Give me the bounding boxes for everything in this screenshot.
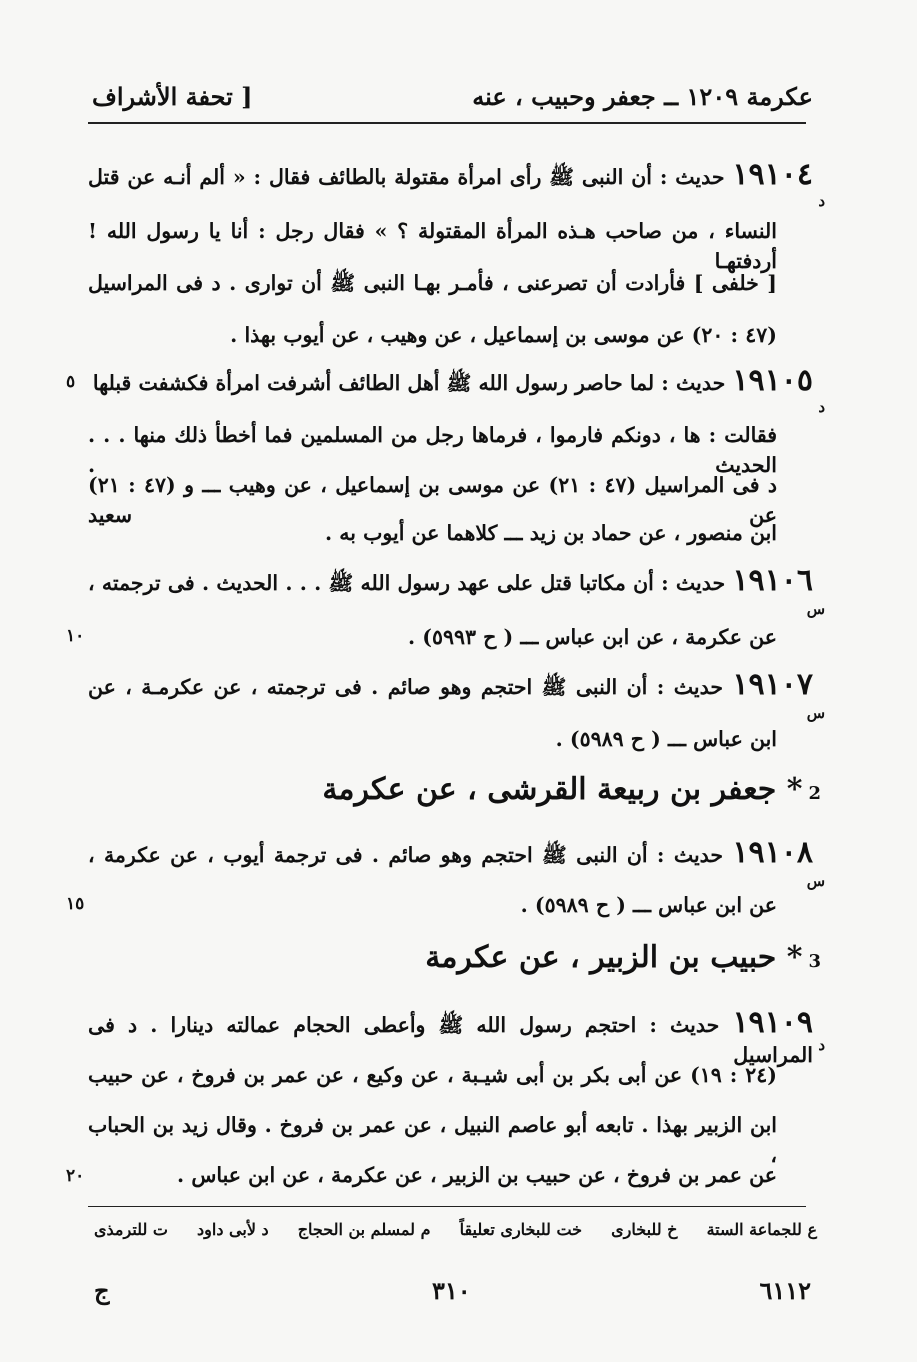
legend-item: ت للترمذى bbox=[94, 1220, 168, 1239]
entry-19104-line-4: (٤٧ : ٢٠) عن موسى بن إسماعيل ، عن وهيب ، عن أيوب بهذا . bbox=[230, 323, 777, 347]
entry-19104-line-1: ١٩١٠٤ حديث : أن النبى ﷺ رأى امرأة مقتولة بالطائف فقال : « ألم أنـه عن قتل bbox=[88, 157, 813, 192]
entry-19104-line-3: [ خلفى ] فأرادت أن تصرعنى ، فأمـر بهـا النبى ﷺ أن توارى . د فى المراسيل bbox=[88, 271, 777, 295]
entry-19106-line-1: ١٩١٠٦ حديث : أن مكاتبا قتل على عهد رسول الله ﷺ . . . الحديث . فى ترجمته ، bbox=[88, 563, 813, 598]
legend-item: خت للبخارى تعليقاً bbox=[459, 1220, 583, 1239]
running-head-book: [ تحفة الأشراف bbox=[92, 82, 253, 111]
margin-line-number-10: ١٠ bbox=[66, 626, 85, 646]
margin-line-number-20: ٢٠ bbox=[66, 1166, 85, 1186]
hadith-number: ١٩١٠٥ bbox=[732, 363, 813, 398]
entry-19106-sigla: س bbox=[806, 600, 825, 618]
section-heading-jafar: 2* جعفر بن ربيعة القرشى ، عن عكرمة bbox=[322, 772, 821, 807]
sigla-legend bbox=[94, 1220, 817, 1239]
page-number-center: ٣١٠ bbox=[432, 1276, 471, 1305]
entry-19105-line-1: ١٩١٠٥ حديث : لما حاصر رسول الله ﷺ أهل الطائف أشرفت امرأة فكشفت قبلها bbox=[92, 363, 813, 398]
entry-19108-sigla: س bbox=[806, 872, 825, 890]
running-head-chapter: عكرمة ١٢٠٩ ــ جعفر وحبيب ، عنه bbox=[472, 82, 813, 111]
entry-19108-line-1: ١٩١٠٨ حديث : أن النبى ﷺ احتجم وهو صائم . فى ترجمة أيوب ، عن عكرمة ، bbox=[88, 835, 813, 870]
entry-19106-line-2: عن عكرمة ، عن ابن عباس ـــ ( ح ٥٩٩٣) . bbox=[407, 625, 777, 649]
entry-19107-line-1: ١٩١٠٧ حديث : أن النبى ﷺ احتجم وهو صائم . فى ترجمته ، عن عكرمـة ، عن bbox=[88, 667, 813, 702]
entry-19104-sigla: د bbox=[818, 192, 825, 210]
entry-19105-line-2: فقالت : ها ، دونكم فارموا ، فرماها رجل من المسلمين فما أخطأ ذلك منها . . . الحديث . bbox=[88, 423, 777, 477]
hadith-number: ١٩١٠٤ bbox=[732, 157, 813, 192]
entry-19109-sigla: د bbox=[818, 1036, 825, 1054]
legend-item: د لأبى داود bbox=[197, 1220, 269, 1239]
header-rule bbox=[88, 122, 806, 124]
page-number-right: ٦١١٢ bbox=[759, 1276, 811, 1305]
entry-19107-sigla: س bbox=[806, 704, 825, 722]
volume-letter: ج bbox=[94, 1276, 110, 1305]
entry-19105-line-4: ابن منصور ، عن حماد بن زيد ـــ كلاهما عن أيوب به . bbox=[325, 521, 777, 545]
entry-19104-line-2: النساء ، من صاحب هـذه المرأة المقتولة ؟ » فقال رجل : أنا يا رسول الله ! أردفتهـا bbox=[88, 219, 777, 273]
entry-19108-line-2: عن ابن عباس ـــ ( ح ٥٩٨٩) . bbox=[520, 893, 777, 917]
hadith-number: ١٩١٠٦ bbox=[732, 563, 813, 598]
legend-item: م لمسلم بن الحجاج bbox=[297, 1220, 431, 1239]
legend-item: خ للبخارى bbox=[611, 1220, 678, 1239]
legend-item: ع للجماعة الستة bbox=[706, 1220, 817, 1239]
entry-19105-sigla: د bbox=[818, 398, 825, 416]
entry-19109-line-2: (٢٤ : ١٩) عن أبى بكر بن أبى شيـبة ، عن وكيع ، عن عمر بن فروخ ، عن حبيب bbox=[88, 1063, 777, 1087]
entry-19109-line-4: عن عمر بن فروخ ، عن حبيب بن الزبير ، عن عكرمة ، عن ابن عباس . bbox=[177, 1163, 777, 1187]
entry-19109-line-3: ابن الزبير بهذا . تابعه أبو عاصم النبيل ، عن عمر بن فروخ . وقال زيد بن الحباب ، bbox=[88, 1113, 777, 1167]
footer-rule bbox=[88, 1206, 806, 1207]
section-heading-habib: 3* حبيب بن الزبير ، عن عكرمة bbox=[425, 940, 821, 975]
hadith-number: ١٩١٠٨ bbox=[732, 835, 813, 870]
hadith-number: ١٩١٠٧ bbox=[732, 667, 813, 702]
margin-line-number-15: ١٥ bbox=[66, 894, 85, 914]
entry-19105-line-3: د فى المراسيل (٤٧ : ٢١) عن موسى بن إسماعيل ، عن وهيب ـــ و (٤٧ : ٢١) عن سعيد bbox=[88, 473, 777, 527]
entry-19107-line-2: ابن عباس ـــ ( ح ٥٩٨٩) . bbox=[555, 727, 777, 751]
hadith-number: ١٩١٠٩ bbox=[732, 1005, 814, 1040]
margin-line-number-5: ٥ bbox=[66, 372, 76, 392]
entry-19109-line-1: ١٩١٠٩ حديث : احتجم رسول الله ﷺ وأعطى الحجام عمالته دينارا . د فى المراسيل bbox=[88, 1005, 814, 1067]
